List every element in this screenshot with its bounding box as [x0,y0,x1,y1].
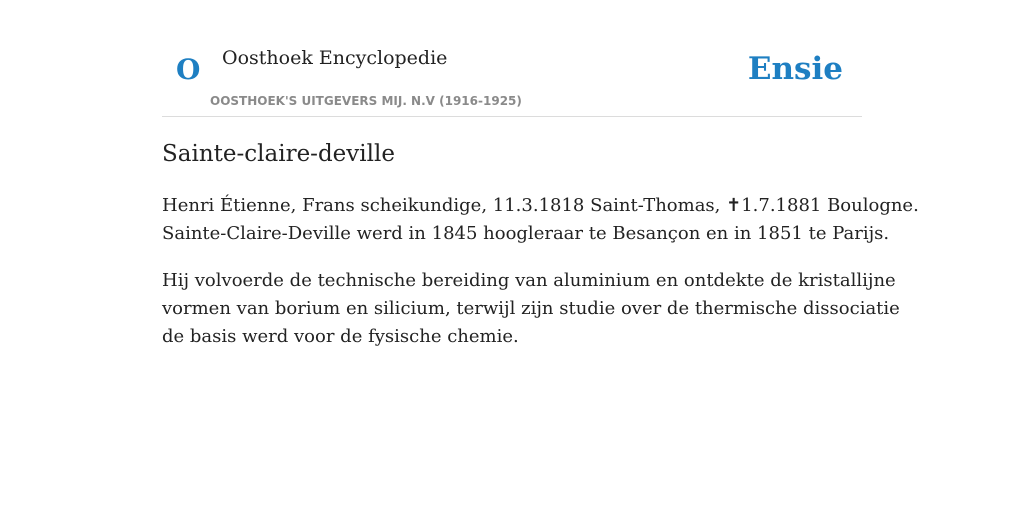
article-title: Sainte-claire-deville [162,141,395,167]
paragraph-line: Henri Étienne, Frans scheikundige, 11.3.1818 Saint-Thomas, ✝1.7.1881 Boulogne. [162,195,919,216]
oosthoek-logo-icon[interactable]: O [176,53,201,86]
paragraph-line: Sainte-Claire-Deville werd in 1845 hoogleraar te Besançon en in 1851 te Parijs. [162,223,890,244]
paragraph-line: Hij volvoerde de technische bereiding van aluminium en ontdekte de kristallijne [162,270,896,291]
paragraph-line: vormen van borium en silicium, terwijl zijn studie over de thermische dissociatie [162,298,900,319]
site-header [162,30,862,117]
site-title-link[interactable]: Oosthoek Encyclopedie [222,47,448,69]
paragraph-line: de basis werd voor de fysische chemie. [162,326,519,347]
ensie-brand-link[interactable]: Ensie [747,51,843,87]
article [162,138,919,351]
article-paragraph [162,267,900,351]
publisher-subtitle: OOSTHOEK'S UITGEVERS MIJ. N.V (1916-1925) [210,94,522,108]
article-paragraph [162,192,919,248]
